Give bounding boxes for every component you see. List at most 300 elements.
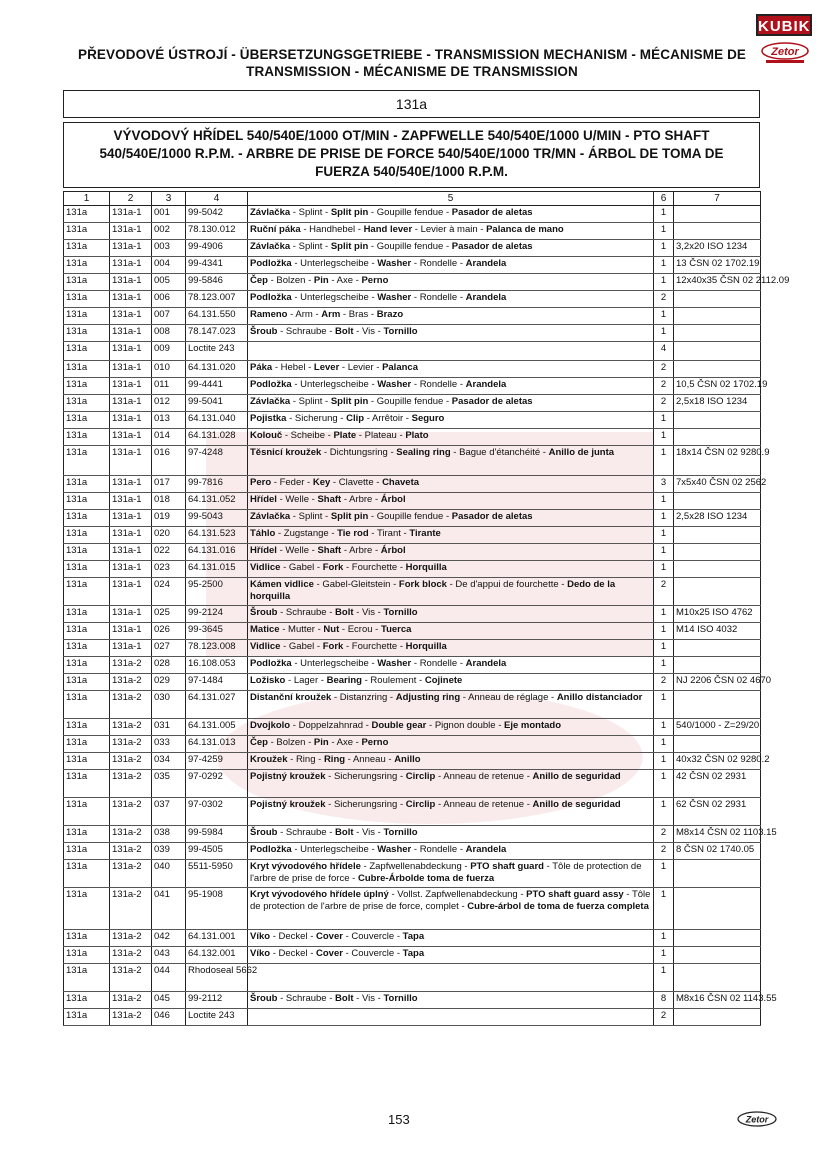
table-cell-col5: Vidlice - Gabel - Fork - Fourchette - Horquilla (248, 640, 654, 657)
table-cell-col5: Dvojkolo - Doppelzahnrad - Double gear - Pignon double - Eje montado (248, 719, 654, 736)
table-cell-col6: 1 (654, 412, 674, 429)
table-cell-col7 (674, 291, 761, 308)
table-cell-col2: 131a-1 (110, 606, 152, 623)
section-title-line2: 540/540E/1000 R.P.M. - ARBRE DE PRISE DE FORCE 540/540E/1000 TR/MN - ÁRBOL DE TOMA DE (99, 146, 724, 161)
table-cell-col2: 131a-2 (110, 1009, 152, 1026)
page-number: 153 (388, 1112, 410, 1127)
table-cell-col5: Ložisko - Lager - Bearing - Roulement - Cojinete (248, 674, 654, 691)
table-cell-col5: Závlačka - Splint - Split pin - Goupille fendue - Pasador de aletas (248, 510, 654, 527)
table-cell-col1: 131a (64, 325, 110, 342)
table-cell-col7 (674, 860, 761, 888)
table-row (64, 1009, 761, 1026)
table-row (64, 930, 761, 947)
table-row (64, 378, 761, 395)
table-cell-col3: 030 (152, 691, 186, 719)
table-cell-col2: 131a-1 (110, 510, 152, 527)
table-row (64, 395, 761, 412)
table-row (64, 257, 761, 274)
table-cell-col3: 009 (152, 342, 186, 361)
table-cell-col1: 131a (64, 544, 110, 561)
table-cell-col2: 131a-2 (110, 674, 152, 691)
table-cell-col5: Víko - Deckel - Cover - Couvercle - Tapa (248, 930, 654, 947)
table-cell-col3: 041 (152, 888, 186, 930)
table-row (64, 964, 761, 992)
table-cell-col7 (674, 1009, 761, 1026)
table-cell-col5: Kámen vidlice - Gabel-Gleitstein - Fork block - De d'appui de fourchette - Dedo de la horquilla (248, 578, 654, 606)
table-cell-col4: 97-4248 (186, 446, 248, 476)
table-cell-col3: 018 (152, 493, 186, 510)
table-cell-col1: 131a (64, 992, 110, 1009)
table-cell-col4: 64.131.020 (186, 361, 248, 378)
table-cell-col5: Šroub - Schraube - Bolt - Vis - Tornillo (248, 606, 654, 623)
table-cell-col6: 1 (654, 888, 674, 930)
table-cell-col3: 022 (152, 544, 186, 561)
table-cell-col4: Loctite 243 (186, 342, 248, 361)
table-cell-col6: 1 (654, 240, 674, 257)
table-cell-col1: 131a (64, 930, 110, 947)
table-cell-col7: 10,5 ČSN 02 1702.19 (674, 378, 761, 395)
table-cell-col3: 028 (152, 657, 186, 674)
table-cell-col1: 131a (64, 510, 110, 527)
table-cell-col6: 1 (654, 544, 674, 561)
table-cell-col7 (674, 947, 761, 964)
table-cell-col2: 131a-1 (110, 257, 152, 274)
table-cell-col3: 008 (152, 325, 186, 342)
table-cell-col5: Podložka - Unterlegscheibe - Washer - Rondelle - Arandela (248, 657, 654, 674)
table-cell-col7: 13 ČSN 02 1702.19 (674, 257, 761, 274)
table-cell-col3: 001 (152, 206, 186, 223)
table-cell-col4: 99-3645 (186, 623, 248, 640)
table-row (64, 206, 761, 223)
table-cell-col1: 131a (64, 674, 110, 691)
table-cell-col3: 034 (152, 753, 186, 770)
table-cell-col1: 131a (64, 640, 110, 657)
table-cell-col6: 1 (654, 274, 674, 291)
table-cell-col3: 025 (152, 606, 186, 623)
table-cell-col4: 64.131.005 (186, 719, 248, 736)
table-row (64, 753, 761, 770)
table-cell-col6: 1 (654, 860, 674, 888)
table-row (64, 843, 761, 860)
table-cell-col3: 024 (152, 578, 186, 606)
table-cell-col4: 78.123.008 (186, 640, 248, 657)
table-cell-col2: 131a-1 (110, 578, 152, 606)
table-cell-col4: 64.131.052 (186, 493, 248, 510)
table-row (64, 947, 761, 964)
table-row (64, 223, 761, 240)
table-row (64, 544, 761, 561)
table-cell-col4: 64.131.040 (186, 412, 248, 429)
table-cell-col4: 5511-5950 (186, 860, 248, 888)
table-cell-col5: Pojistný kroužek - Sicherungsring - Circlip - Anneau de retenue - Anillo de seguridad (248, 798, 654, 826)
table-cell-col1: 131a (64, 888, 110, 930)
table-row (64, 493, 761, 510)
group-code-box: 131a (63, 90, 760, 118)
table-row (64, 342, 761, 361)
table-cell-col7: 12x40x35 ČSN 02 2112.09 (674, 274, 761, 291)
table-cell-col2: 131a-1 (110, 378, 152, 395)
table-cell-col5: Kroužek - Ring - Ring - Anneau - Anillo (248, 753, 654, 770)
table-cell-col5: Pojistka - Sicherung - Clip - Arrêtoir - Seguro (248, 412, 654, 429)
table-cell-col4: 99-7816 (186, 476, 248, 493)
table-cell-col7 (674, 493, 761, 510)
table-cell-col2: 131a-2 (110, 843, 152, 860)
table-cell-col4: 78.147.023 (186, 325, 248, 342)
table-header-row (64, 192, 761, 206)
table-cell-col3: 035 (152, 770, 186, 798)
table-cell-col4: 99-2112 (186, 992, 248, 1009)
table-cell-col6: 1 (654, 606, 674, 623)
table-cell-col2: 131a-2 (110, 770, 152, 798)
table-cell-col7 (674, 361, 761, 378)
table-cell-col5 (248, 964, 654, 992)
table-cell-col3: 037 (152, 798, 186, 826)
table-cell-col1: 131a (64, 843, 110, 860)
table-cell-col5 (248, 1009, 654, 1026)
table-cell-col1: 131a (64, 223, 110, 240)
table-cell-col5: Distanční kroužek - Distanzring - Adjusting ring - Anneau de réglage - Anillo distanciador (248, 691, 654, 719)
table-cell-col1: 131a (64, 691, 110, 719)
table-cell-col3: 027 (152, 640, 186, 657)
table-row (64, 412, 761, 429)
table-cell-col5: Matice - Mutter - Nut - Ecrou - Tuerca (248, 623, 654, 640)
table-cell-col4: 78.123.007 (186, 291, 248, 308)
column-header: 3 (152, 192, 186, 206)
table-cell-col3: 040 (152, 860, 186, 888)
table-cell-col7: 42 ČSN 02 2931 (674, 770, 761, 798)
table-cell-col3: 019 (152, 510, 186, 527)
table-cell-col3: 010 (152, 361, 186, 378)
table-cell-col2: 131a-1 (110, 527, 152, 544)
table-cell-col4: 16.108.053 (186, 657, 248, 674)
table-cell-col4: 99-4906 (186, 240, 248, 257)
table-cell-col1: 131a (64, 736, 110, 753)
column-header: 5 (248, 192, 654, 206)
table-cell-col6: 2 (654, 378, 674, 395)
table-cell-col3: 026 (152, 623, 186, 640)
table-row (64, 623, 761, 640)
table-row (64, 888, 761, 930)
table-cell-col2: 131a-1 (110, 493, 152, 510)
table-cell-col3: 005 (152, 274, 186, 291)
table-cell-col6: 2 (654, 674, 674, 691)
table-cell-col1: 131a (64, 753, 110, 770)
table-cell-col7: 2,5x28 ISO 1234 (674, 510, 761, 527)
table-cell-col4: 97-0292 (186, 770, 248, 798)
table-cell-col6: 1 (654, 691, 674, 719)
table-cell-col5: Šroub - Schraube - Bolt - Vis - Tornillo (248, 826, 654, 843)
table-row (64, 578, 761, 606)
kubik-logo: KUBIK (756, 14, 812, 36)
table-cell-col6: 1 (654, 308, 674, 325)
table-cell-col2: 131a-1 (110, 308, 152, 325)
table-cell-col2: 131a-1 (110, 395, 152, 412)
table-cell-col6: 1 (654, 736, 674, 753)
table-cell-col3: 020 (152, 527, 186, 544)
table-cell-col5: Podložka - Unterlegscheibe - Washer - Rondelle - Arandela (248, 378, 654, 395)
table-cell-col4: 97-4259 (186, 753, 248, 770)
table-cell-col1: 131a (64, 308, 110, 325)
table-cell-col2: 131a-2 (110, 930, 152, 947)
table-cell-col3: 046 (152, 1009, 186, 1026)
table-cell-col5: Kryt vývodového hřídele úplný - Vollst. Zapfwellenabdeckung - PTO shaft guard assy - Tôle de protection de l'arbre de prise de force, complet - Cubre-árbol de toma de fuerza completa (248, 888, 654, 930)
table-cell-col5: Kolouč - Scheibe - Plate - Plateau - Plato (248, 429, 654, 446)
table-cell-col6: 2 (654, 578, 674, 606)
table-cell-col6: 1 (654, 429, 674, 446)
table-cell-col4: 95-1908 (186, 888, 248, 930)
table-cell-col3: 031 (152, 719, 186, 736)
table-cell-col6: 1 (654, 930, 674, 947)
parts-table (63, 191, 790, 1026)
table-cell-col1: 131a (64, 493, 110, 510)
table-cell-col7: 3,2x20 ISO 1234 (674, 240, 761, 257)
table-cell-col7 (674, 561, 761, 578)
table-row (64, 770, 761, 798)
table-cell-col5: Závlačka - Splint - Split pin - Goupille fendue - Pasador de aletas (248, 206, 654, 223)
table-cell-col5: Podložka - Unterlegscheibe - Washer - Rondelle - Arandela (248, 843, 654, 860)
table-cell-col2: 131a-2 (110, 657, 152, 674)
table-cell-col7: 8 ČSN 02 1740.05 (674, 843, 761, 860)
table-cell-col2: 131a-1 (110, 640, 152, 657)
table-cell-col4: 64.131.028 (186, 429, 248, 446)
table-cell-col3: 002 (152, 223, 186, 240)
svg-text:Zetor: Zetor (745, 1114, 769, 1125)
table-cell-col6: 1 (654, 623, 674, 640)
table-cell-col1: 131a (64, 606, 110, 623)
table-cell-col7: NJ 2206 ČSN 02 4670 (674, 674, 761, 691)
table-cell-col1: 131a (64, 826, 110, 843)
zetor-footer-logo-icon (736, 1110, 778, 1128)
table-cell-col7 (674, 736, 761, 753)
zetor-logo-icon (760, 40, 810, 64)
table-cell-col2: 131a-2 (110, 826, 152, 843)
table-row (64, 798, 761, 826)
table-cell-col4: Loctite 243 (186, 1009, 248, 1026)
table-cell-col7: 62 ČSN 02 2931 (674, 798, 761, 826)
table-cell-col5: Hřídel - Welle - Shaft - Arbre - Árbol (248, 544, 654, 561)
table-cell-col1: 131a (64, 446, 110, 476)
table-cell-col5: Víko - Deckel - Cover - Couvercle - Tapa (248, 947, 654, 964)
table-cell-col4: 64.131.523 (186, 527, 248, 544)
table-row (64, 476, 761, 493)
table-cell-col7: 18x14 ČSN 02 9280.9 (674, 446, 761, 476)
table-cell-col5: Vidlice - Gabel - Fork - Fourchette - Horquilla (248, 561, 654, 578)
table-row (64, 274, 761, 291)
table-cell-col2: 131a-2 (110, 753, 152, 770)
table-cell-col7 (674, 223, 761, 240)
table-cell-col6: 1 (654, 257, 674, 274)
table-cell-col2: 131a-2 (110, 860, 152, 888)
table-cell-col4: Rhodoseal 5662 (186, 964, 248, 992)
table-cell-col6: 1 (654, 719, 674, 736)
table-row (64, 527, 761, 544)
table-cell-col7: 40x32 ČSN 02 9280.2 (674, 753, 761, 770)
table-cell-col4: 97-0302 (186, 798, 248, 826)
table-cell-col4: 64.132.001 (186, 947, 248, 964)
section-title-line3: FUERZA 540/540E/1000 R.P.M. (315, 164, 508, 179)
table-cell-col3: 013 (152, 412, 186, 429)
table-cell-col2: 131a-2 (110, 719, 152, 736)
table-cell-col5 (248, 342, 654, 361)
table-cell-col4: 99-4341 (186, 257, 248, 274)
table-cell-col6: 2 (654, 361, 674, 378)
table-cell-col4: 64.131.001 (186, 930, 248, 947)
table-cell-col1: 131a (64, 578, 110, 606)
table-cell-col4: 64.131.015 (186, 561, 248, 578)
table-cell-col4: 99-5042 (186, 206, 248, 223)
table-cell-col6: 2 (654, 395, 674, 412)
table-cell-col2: 131a-2 (110, 691, 152, 719)
table-cell-col6: 1 (654, 446, 674, 476)
table-cell-col1: 131a (64, 361, 110, 378)
table-cell-col4: 64.131.027 (186, 691, 248, 719)
column-header: 6 (654, 192, 674, 206)
table-cell-col6: 1 (654, 657, 674, 674)
table-cell-col6: 1 (654, 753, 674, 770)
table-cell-col5: Šroub - Schraube - Bolt - Vis - Tornillo (248, 992, 654, 1009)
table-cell-col1: 131a (64, 798, 110, 826)
table-cell-col4: 99-5984 (186, 826, 248, 843)
table-cell-col7: 2,5x18 ISO 1234 (674, 395, 761, 412)
table-cell-col2: 131a-2 (110, 888, 152, 930)
table-cell-col3: 023 (152, 561, 186, 578)
table-cell-col5: Závlačka - Splint - Split pin - Goupille fendue - Pasador de aletas (248, 240, 654, 257)
page-header-title (62, 46, 762, 80)
table-cell-col7: 540/1000 - Z=29/20 (674, 719, 761, 736)
table-row (64, 561, 761, 578)
table-cell-col6: 2 (654, 826, 674, 843)
table-cell-col2: 131a-1 (110, 291, 152, 308)
table-row (64, 826, 761, 843)
table-cell-col3: 016 (152, 446, 186, 476)
table-row (64, 674, 761, 691)
table-cell-col1: 131a (64, 770, 110, 798)
table-cell-col5: Pero - Feder - Key - Clavette - Chaveta (248, 476, 654, 493)
table-cell-col1: 131a (64, 527, 110, 544)
table-cell-col3: 038 (152, 826, 186, 843)
table-cell-col2: 131a-1 (110, 446, 152, 476)
table-cell-col1: 131a (64, 623, 110, 640)
table-cell-col6: 1 (654, 561, 674, 578)
table-cell-col7 (674, 964, 761, 992)
svg-text:Zetor: Zetor (771, 46, 799, 58)
column-header: 1 (64, 192, 110, 206)
table-row (64, 308, 761, 325)
table-cell-col1: 131a (64, 257, 110, 274)
table-cell-col4: 99-4505 (186, 843, 248, 860)
table-cell-col5: Závlačka - Splint - Split pin - Goupille fendue - Pasador de aletas (248, 395, 654, 412)
table-cell-col1: 131a (64, 240, 110, 257)
table-cell-col1: 131a (64, 429, 110, 446)
table-cell-col6: 2 (654, 291, 674, 308)
table-row (64, 691, 761, 719)
table-cell-col5: Páka - Hebel - Lever - Levier - Palanca (248, 361, 654, 378)
table-cell-col2: 131a-1 (110, 476, 152, 493)
table-cell-col1: 131a (64, 395, 110, 412)
table-cell-col5: Pojistný kroužek - Sicherungsring - Circlip - Anneau de retenue - Anillo de seguridad (248, 770, 654, 798)
table-cell-col4: 64.131.016 (186, 544, 248, 561)
table-cell-col7: M14 ISO 4032 (674, 623, 761, 640)
table-cell-col1: 131a (64, 378, 110, 395)
table-cell-col6: 1 (654, 964, 674, 992)
table-cell-col6: 1 (654, 640, 674, 657)
table-cell-col5: Šroub - Schraube - Bolt - Vis - Tornillo (248, 325, 654, 342)
table-cell-col2: 131a-1 (110, 274, 152, 291)
table-cell-col3: 045 (152, 992, 186, 1009)
table-cell-col7 (674, 412, 761, 429)
table-cell-col7 (674, 691, 761, 719)
table-cell-col6: 8 (654, 992, 674, 1009)
table-row (64, 429, 761, 446)
table-cell-col2: 131a-1 (110, 206, 152, 223)
table-cell-col1: 131a (64, 860, 110, 888)
table-cell-col7 (674, 342, 761, 361)
table-cell-col4: 64.131.550 (186, 308, 248, 325)
table-cell-col5: Táhlo - Zugstange - Tie rod - Tirant - Tirante (248, 527, 654, 544)
table-cell-col5: Čep - Bolzen - Pin - Axe - Perno (248, 736, 654, 753)
table-cell-col7: M8x14 ČSN 02 1103.15 (674, 826, 761, 843)
table-cell-col1: 131a (64, 657, 110, 674)
table-cell-col6: 2 (654, 1009, 674, 1026)
table-cell-col1: 131a (64, 291, 110, 308)
table-cell-col5: Kryt vývodového hřídele - Zapfwellenabdeckung - PTO shaft guard - Tôle de protection de l'arbre de prise de force - Cubre-Árbolde toma de fuerza (248, 860, 654, 888)
table-cell-col6: 1 (654, 223, 674, 240)
table-cell-col6: 1 (654, 493, 674, 510)
table-row (64, 325, 761, 342)
table-cell-col7 (674, 206, 761, 223)
table-cell-col2: 131a-1 (110, 412, 152, 429)
table-cell-col2: 131a-1 (110, 342, 152, 361)
table-cell-col7 (674, 578, 761, 606)
table-cell-col5: Rameno - Arm - Arm - Bras - Brazo (248, 308, 654, 325)
table-cell-col2: 131a-1 (110, 623, 152, 640)
table-cell-col6: 2 (654, 843, 674, 860)
table-cell-col7: 7x5x40 ČSN 02 2562 (674, 476, 761, 493)
table-cell-col7: M8x16 ČSN 02 1143.55 (674, 992, 761, 1009)
table-cell-col6: 1 (654, 770, 674, 798)
table-cell-col3: 014 (152, 429, 186, 446)
table-row (64, 719, 761, 736)
table-cell-col2: 131a-2 (110, 964, 152, 992)
table-cell-col1: 131a (64, 719, 110, 736)
table-cell-col7 (674, 527, 761, 544)
table-cell-col2: 131a-2 (110, 798, 152, 826)
table-cell-col3: 007 (152, 308, 186, 325)
table-cell-col6: 1 (654, 798, 674, 826)
table-row (64, 510, 761, 527)
table-cell-col1: 131a (64, 476, 110, 493)
table-row (64, 992, 761, 1009)
column-header: 7 (674, 192, 761, 206)
table-cell-col1: 131a (64, 947, 110, 964)
table-cell-col5: Podložka - Unterlegscheibe - Washer - Rondelle - Arandela (248, 291, 654, 308)
table-cell-col5: Čep - Bolzen - Pin - Axe - Perno (248, 274, 654, 291)
table-cell-col5: Hřídel - Welle - Shaft - Arbre - Árbol (248, 493, 654, 510)
table-cell-col4: 99-5846 (186, 274, 248, 291)
table-cell-col6: 4 (654, 342, 674, 361)
table-cell-col7 (674, 544, 761, 561)
table-row (64, 361, 761, 378)
table-cell-col2: 131a-1 (110, 544, 152, 561)
table-row (64, 860, 761, 888)
table-row (64, 446, 761, 476)
table-cell-col3: 017 (152, 476, 186, 493)
table-cell-col6: 1 (654, 527, 674, 544)
table-cell-col1: 131a (64, 1009, 110, 1026)
table-cell-col5: Ruční páka - Handhebel - Hand lever - Levier à main - Palanca de mano (248, 223, 654, 240)
table-cell-col1: 131a (64, 561, 110, 578)
table-cell-col4: 99-4441 (186, 378, 248, 395)
